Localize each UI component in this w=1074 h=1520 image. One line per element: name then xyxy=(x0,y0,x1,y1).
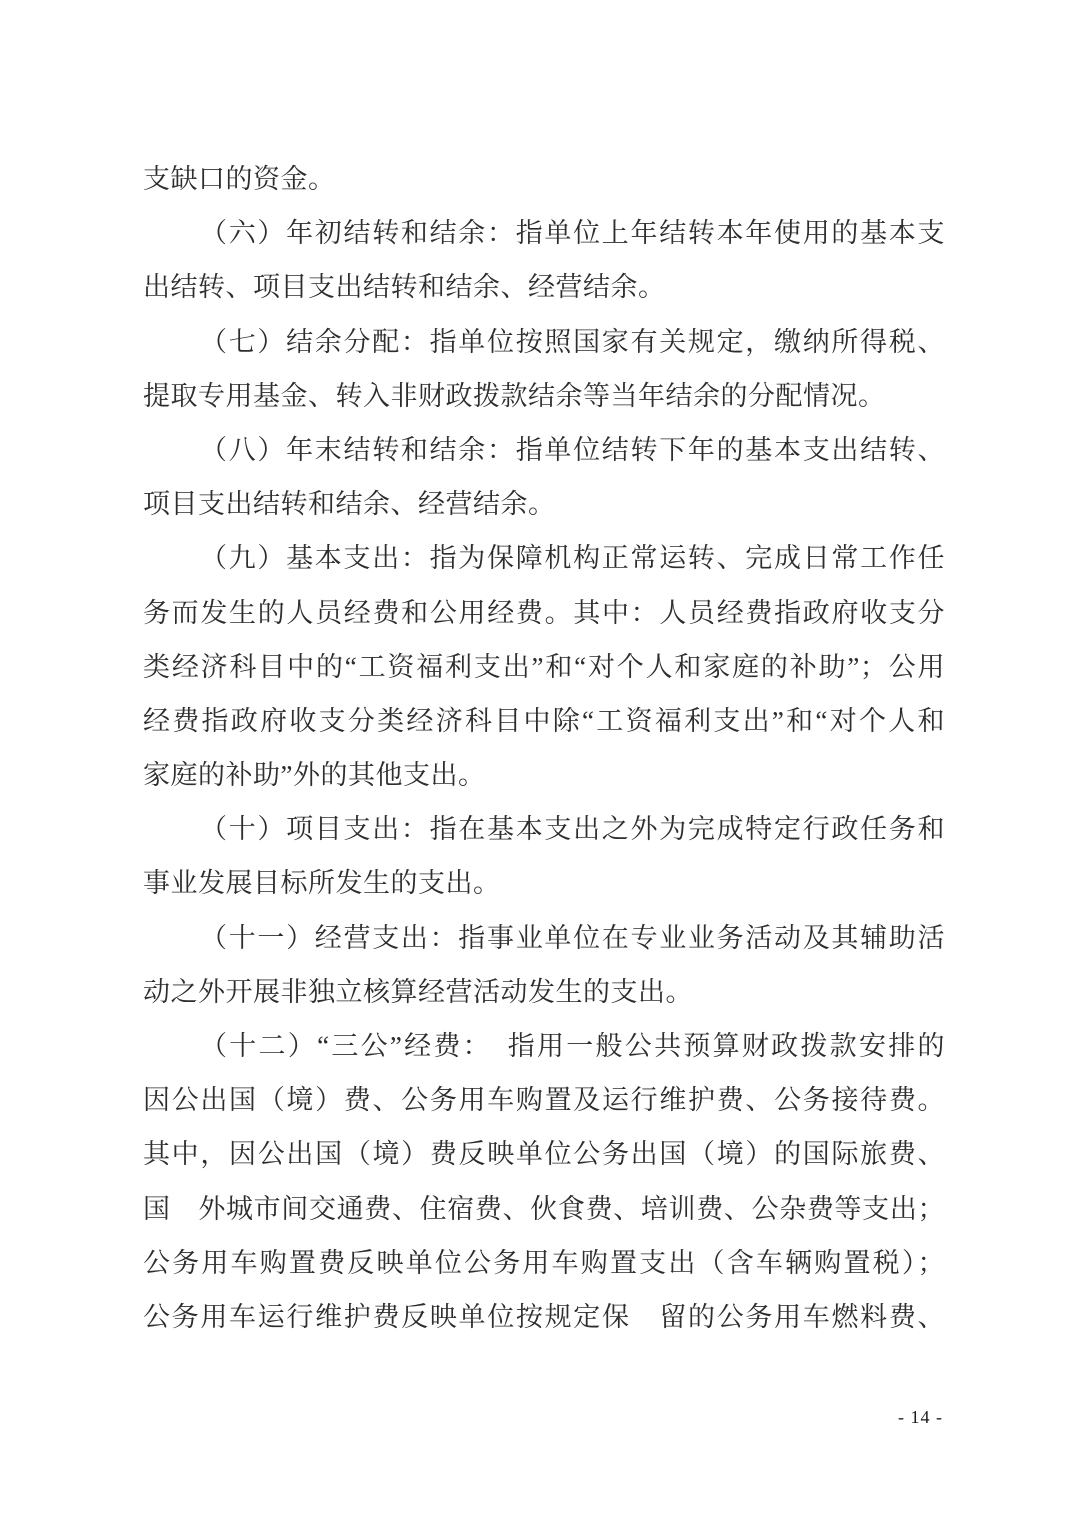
text-line: 其中，因公出国（境）费反映单位公务出国（境）的国际旅费、 xyxy=(143,1139,945,1170)
text-line: （六）年初结转和结余：指单位上年结转本年使用的基本支 xyxy=(200,218,945,249)
text-line: 务而发生的人员经费和公用经费。其中：人员经费指政府收支分 xyxy=(143,597,945,628)
text-line: （十二）“三公”经费： 指用一般公共预算财政拨款安排的 xyxy=(200,1031,945,1061)
text-line: 因公出国（境）费、公务用车购置及运行维护费、公务接待费。 xyxy=(143,1085,945,1116)
document-body xyxy=(143,152,945,1344)
text-line: 经费指政府收支分类经济科目中除“工资福利支出”和“对个人和 xyxy=(143,705,945,736)
text-line: （十）项目支出：指在基本支出之外为完成特定行政任务和 xyxy=(200,814,945,845)
text-line: （八）年末结转和结余：指单位结转下年的基本支出结转、 xyxy=(200,434,945,465)
text-line: 类经济科目中的“工资福利支出”和“对个人和家庭的补助”；公用 xyxy=(143,651,945,682)
page-footer xyxy=(898,1406,943,1428)
text-line: 出结转、项目支出结转和结余、经营结余。 xyxy=(143,272,666,303)
text-line: 家庭的补助”外的其他支出。 xyxy=(143,760,486,791)
text-line: 提取专用基金、转入非财政拨款结余等当年结余的分配情况。 xyxy=(143,380,886,411)
text-line: （十一）经营支出：指事业单位在专业业务活动及其辅助活 xyxy=(200,922,945,953)
page-number: - 14 - xyxy=(898,1407,943,1427)
text-line: 事业发展目标所发生的支出。 xyxy=(143,868,501,899)
text-line: （九）基本支出：指为保障机构正常运转、完成日常工作任 xyxy=(200,543,945,574)
text-line: （七）结余分配：指单位按照国家有关规定，缴纳所得税、 xyxy=(200,326,945,357)
text-line: 公务用车运行维护费反映单位按规定保 留的公务用车燃料费、 xyxy=(143,1301,945,1332)
text-line: 动之外开展非独立核算经营活动发生的支出。 xyxy=(143,976,693,1007)
text-line: 国 外城市间交通费、住宿费、伙食费、培训费、公杂费等支出； xyxy=(143,1193,945,1224)
text-line: 项目支出结转和结余、经营结余。 xyxy=(143,489,556,520)
text-line: 公务用车购置费反映单位公务用车购置支出（含车辆购置税）； xyxy=(143,1247,945,1278)
text-line: 支缺口的资金。 xyxy=(143,164,336,194)
